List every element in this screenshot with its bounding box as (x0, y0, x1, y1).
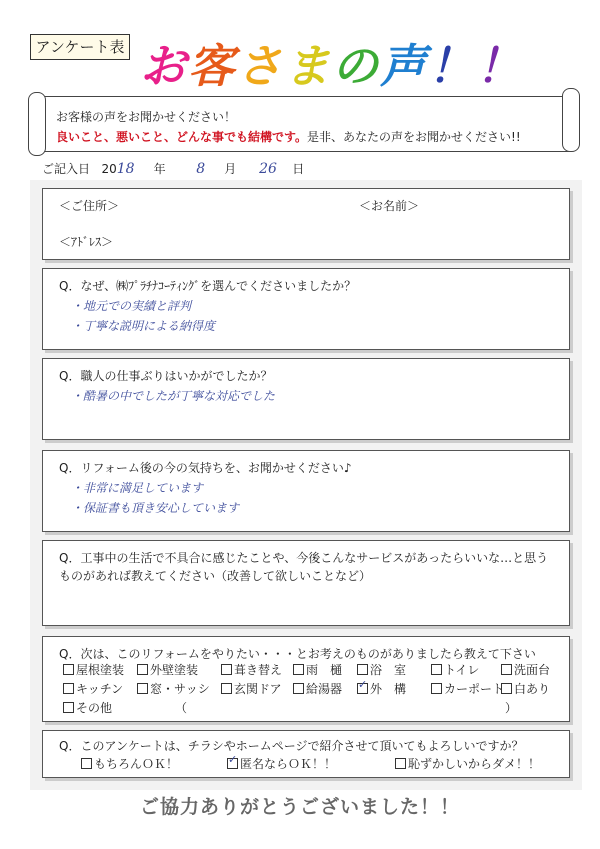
title-char: の (332, 39, 380, 93)
checkbox[interactable] (293, 683, 304, 694)
reform-option-label: 葺き替え (234, 663, 283, 677)
date-day-unit: 日 (292, 162, 305, 176)
checkbox[interactable] (63, 702, 74, 713)
entry-date (42, 160, 304, 177)
question-3: Q．リフォーム後の今の気持ちを、お聞かせください♪ (59, 461, 352, 475)
reform-option[interactable] (357, 680, 406, 697)
address-panel (42, 188, 570, 260)
question-panel-4 (42, 540, 570, 626)
reform-option[interactable] (63, 661, 124, 678)
question-panel-5 (42, 636, 570, 722)
date-year: 18 (116, 161, 135, 177)
date-year-unit: 年 (153, 162, 166, 176)
question-panel-3 (42, 450, 570, 532)
reform-option[interactable] (431, 661, 479, 678)
answer-1-line-1: ・地元での実績と評判 (71, 299, 192, 313)
intro-line-1: お客様の声をお聞かせください！ (56, 110, 237, 124)
consent-option-label: 恥ずかしいからダメ！！ (408, 757, 541, 771)
address-label: ＜ご住所＞ (59, 199, 120, 213)
reform-option-label: トイレ (444, 663, 480, 677)
consent-option[interactable] (227, 755, 336, 772)
checkbox[interactable] (227, 758, 238, 769)
checkbox[interactable] (357, 683, 368, 694)
reform-option[interactable] (137, 680, 210, 697)
reform-option[interactable] (293, 680, 342, 697)
date-era-prefix: 20 (101, 162, 117, 176)
reform-option[interactable] (501, 680, 550, 697)
question-5: Q．次は、このリフォームをやりたい・・・とお考えのものがありましたら教えて下さい (59, 647, 536, 661)
question-4-line-1: Q．工事中の生活で不具合に感じたことや、今後こんなサービスがあったらいいな…と思う (59, 551, 549, 565)
reform-option[interactable] (293, 661, 342, 678)
checkbox[interactable] (431, 683, 442, 694)
email-label: ＜ｱﾄﾞﾚｽ＞ (59, 235, 114, 249)
checkbox[interactable] (221, 664, 232, 675)
reform-option-label: 浴 室 (370, 663, 407, 677)
question-1: Q．なぜ、㈱ﾌﾟﾗﾁﾅｺｰﾃｨﾝｸﾞを選んでくださいましたか？ (59, 279, 357, 293)
checkbox[interactable] (395, 758, 406, 769)
reform-option[interactable] (63, 680, 123, 697)
answer-1-line-2: ・丁寧な説明による納得度 (71, 319, 216, 333)
reform-option[interactable] (221, 661, 282, 678)
checkbox[interactable] (501, 683, 512, 694)
title-char: お (140, 39, 188, 93)
title-char: ま (284, 39, 332, 93)
reform-option-label: 外 構 (370, 682, 407, 696)
question-panel-1 (42, 268, 570, 350)
page-title (140, 30, 524, 96)
intro-request: 是非、あなたの声をお聞かせください!! (307, 130, 521, 144)
intro-line-2 (56, 128, 521, 145)
title-char: 声 (380, 39, 428, 93)
reform-option-label: 白あり (514, 682, 551, 696)
name-label: ＜お名前＞ (359, 199, 420, 213)
consent-option[interactable] (395, 755, 540, 772)
reform-option[interactable] (137, 661, 198, 678)
checkbox[interactable] (137, 664, 148, 675)
question-6: Q．このアンケートは、チラシやホームページで紹介させて頂いてもよろしいですか？ (59, 739, 524, 753)
reform-option-label: 外壁塗装 (150, 663, 199, 677)
checkbox[interactable] (357, 664, 368, 675)
question-2: Q．職人の仕事ぶりはいかがでしたか？ (59, 369, 273, 383)
other-open-paren: （ (175, 701, 188, 715)
title-char: ！ (428, 39, 476, 93)
reform-option[interactable] (63, 699, 112, 716)
reform-option-label: カーポート (444, 682, 505, 696)
reform-option[interactable] (221, 680, 282, 697)
reform-option-label: 給湯器 (306, 682, 343, 696)
title-char: 客 (188, 39, 236, 93)
checkbox[interactable] (63, 664, 74, 675)
question-panel-2 (42, 358, 570, 440)
consent-option[interactable] (81, 755, 178, 772)
checkbox[interactable] (81, 758, 92, 769)
checkbox[interactable] (221, 683, 232, 694)
reform-option-label: キッチン (76, 682, 124, 696)
answer-3-line-1: ・非常に満足しています (71, 481, 204, 495)
reform-option-label: その他 (76, 701, 113, 715)
reform-option-label: 雨 樋 (306, 663, 343, 677)
thanks-message: ご協力ありがとうございました！！ (140, 796, 461, 818)
date-month: 8 (196, 161, 206, 177)
title-char: さ (236, 39, 284, 93)
answer-3-line-2: ・保証書も頂き安心しています (71, 501, 240, 515)
reform-option[interactable] (431, 680, 504, 697)
title-char: ！ (476, 39, 524, 93)
checkbox[interactable] (293, 664, 304, 675)
reform-option-label: 窓・サッシ (150, 682, 210, 696)
date-month-unit: 月 (224, 162, 237, 176)
consent-option-label: 匿名ならＯＫ！！ (240, 757, 337, 771)
reform-option[interactable] (501, 661, 550, 678)
other-close-paren: ） (505, 701, 518, 715)
reform-option-label: 洗面台 (514, 663, 551, 677)
scroll-curl-left (28, 92, 46, 156)
survey-label: アンケート表 (30, 34, 130, 60)
answer-2-line-1: ・酷暑の中でしたが丁寧な対応でした (71, 389, 276, 403)
intro-emphasis: 良いこと、悪いこと、どんな事でも結構です。 (56, 130, 308, 144)
date-label: ご記入日 (42, 162, 91, 176)
reform-option[interactable] (357, 661, 406, 678)
consent-option-label: もちろんＯＫ！ (94, 757, 179, 771)
question-4-line-2: ものがあれば教えてください（改善して欲しいことなど） (59, 569, 372, 583)
reform-option-label: 玄関ドア (234, 682, 282, 696)
checkbox[interactable] (501, 664, 512, 675)
scroll-curl-right (562, 88, 580, 152)
date-day: 26 (259, 161, 277, 177)
checkbox[interactable] (63, 683, 74, 694)
question-panel-6 (42, 730, 570, 778)
checkbox[interactable] (431, 664, 442, 675)
checkbox[interactable] (137, 683, 148, 694)
reform-option-label: 屋根塗装 (76, 663, 125, 677)
